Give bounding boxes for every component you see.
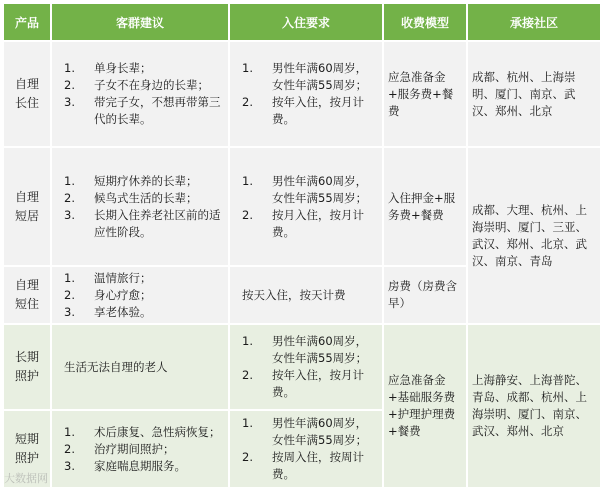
clients-cell: [52, 411, 228, 487]
table-row: [4, 42, 600, 146]
requirements-cell: [230, 42, 382, 146]
list-item: 1. 男性年满60周岁，女性年满55周岁；: [242, 61, 368, 92]
list-item: 1. 男性年满60周岁，女性年满55周岁；: [242, 334, 368, 365]
communities-cell: 上海静安、上海普陀、青岛、成都、杭州、上海崇明、厦门、南京、武汉、郑州、北京: [468, 325, 600, 487]
list-item: 1. 单身长辈；: [64, 61, 152, 75]
list-item: 2. 子女不在身边的长辈；: [64, 78, 209, 92]
list-item: 1. 男性年满60周岁，女性年满55周岁；: [242, 416, 368, 447]
header-fee: 收费模型: [384, 4, 466, 40]
list-item: 2. 按年入住，按月计费。: [242, 95, 364, 126]
table-row: [4, 325, 600, 409]
list-item: 3. 长期入住养老社区前的适应性阶段。: [64, 207, 221, 239]
product-label: 自理 短住: [14, 278, 39, 311]
fee-cell: 应急准备金+基础服务费+护理护理费+餐费: [384, 325, 466, 487]
list-item: 2. 按周入住，按周计费。: [242, 450, 364, 481]
list-item: 1. 短期疗休养的长辈；: [64, 173, 198, 188]
header-communities: 承接社区: [468, 4, 600, 40]
product-table: [2, 2, 602, 489]
clients-text: 生活无法自理的老人: [64, 359, 168, 374]
list-item: 2. 按月入住，按月计费。: [242, 207, 364, 239]
list-item: 3. 家庭喘息期服务。: [64, 458, 186, 473]
product-cell: [4, 267, 50, 323]
product-label: 自理 短居: [14, 189, 39, 223]
communities-cell: 成都、杭州、上海崇明、厦门、南京、武汉、郑州、北京: [468, 42, 600, 146]
header-requirements: 入住要求: [230, 4, 382, 40]
list-item: 2. 治疗期间照护；: [64, 441, 175, 456]
product-cell: [4, 411, 50, 487]
product-cell: [4, 325, 50, 409]
list-item: 1. 温情旅行；: [64, 270, 152, 285]
header-row: [4, 4, 600, 40]
watermark: 大数据网: [4, 472, 48, 485]
header-product: 产品: [4, 4, 50, 40]
list-item: 2. 候鸟式生活的长辈；: [64, 190, 198, 205]
fee-cell: 应急准备金+服务费+餐费: [384, 42, 466, 146]
list-item: 2. 身心疗愈；: [64, 287, 152, 302]
list-item: 3. 享老体验。: [64, 304, 152, 319]
requirements-text: 按天入住，按天计费: [242, 287, 346, 302]
table-row: [4, 148, 600, 265]
product-label: 长期 照护: [14, 350, 39, 383]
list-item: 1. 术后康复、急性病恢复；: [64, 424, 221, 439]
clients-cell: [52, 267, 228, 323]
list-item: 3. 带完子女，不想再带第三代的长辈。: [64, 95, 221, 126]
list-item: 2. 按年入住，按月计费。: [242, 368, 364, 399]
fee-cell: 房费（房费含早）: [384, 267, 466, 323]
clients-cell: [52, 325, 228, 409]
product-cell: [4, 148, 50, 265]
requirements-cell: [230, 411, 382, 487]
product-cell: [4, 42, 50, 146]
product-label: 自理 长住: [14, 77, 39, 110]
requirements-cell: [230, 267, 382, 323]
requirements-cell: [230, 148, 382, 265]
communities-cell: 成都、大理、杭州、上海崇明、厦门、三亚、武汉、郑州、北京、武汉、南京、青岛: [468, 148, 600, 323]
fee-cell: 入住押金+服务费+餐费: [384, 148, 466, 265]
header-clients: 客群建议: [52, 4, 228, 40]
clients-cell: [52, 148, 228, 265]
clients-cell: [52, 42, 228, 146]
list-item: 1. 男性年满60周岁，女性年满55周岁；: [242, 173, 368, 205]
product-label: 短期 照护: [14, 432, 39, 465]
requirements-cell: [230, 325, 382, 409]
